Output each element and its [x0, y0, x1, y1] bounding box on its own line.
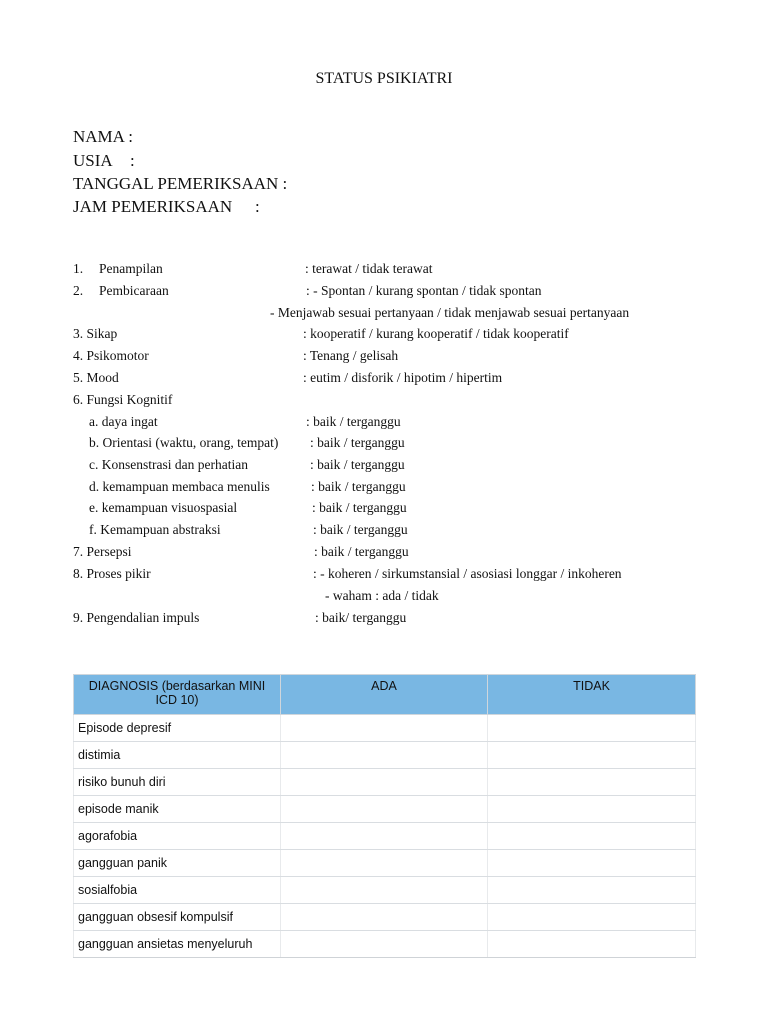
diagnosis-cell: agorafobia — [74, 823, 281, 850]
tidak-cell[interactable] — [488, 742, 696, 769]
document-title: STATUS PSIKIATRI — [315, 70, 453, 87]
diagnosis-cell: gangguan obsesif kompulsif — [74, 904, 281, 931]
subitem-konsentrasi: c. Konsenstrasi dan perhatian — [89, 457, 248, 472]
ada-cell[interactable] — [281, 742, 488, 769]
column-header-tidak: TIDAK — [488, 675, 696, 715]
item-penampilan-value: : terawat / tidak terawat — [305, 261, 433, 276]
item-sikap: 3. Sikap — [73, 326, 118, 341]
ada-cell[interactable] — [281, 823, 488, 850]
ada-cell[interactable] — [281, 715, 488, 742]
subitem-abstraksi-value: : baik / terganggu — [313, 522, 408, 537]
item-pengendalian-impuls-value: : baik/ terganggu — [315, 610, 407, 625]
subitem-konsentrasi-value: : baik / terganggu — [310, 457, 405, 472]
table-row — [74, 715, 696, 742]
item-pembicaraan-value-2: - Menjawab sesuai pertanyaan / tidak menjawab sesuai pertanyaan — [270, 305, 630, 320]
subitem-visuospasial-value: : baik / terganggu — [312, 500, 407, 515]
ada-cell[interactable] — [281, 796, 488, 823]
table-row — [74, 850, 696, 877]
subitem-abstraksi: f. Kemampuan abstraksi — [89, 522, 221, 537]
diagnosis-cell: distimia — [74, 742, 281, 769]
diagnosis-table — [73, 674, 696, 958]
item-pembicaraan-value: : - Spontan / kurang spontan / tidak spontan — [306, 283, 542, 298]
subitem-daya-ingat: a. daya ingat — [89, 414, 158, 429]
item-psikomotor: 4. Psikomotor — [73, 348, 149, 363]
item-penampilan: 1. Penampilan — [73, 261, 163, 276]
subitem-visuospasial: e. kemampuan visuospasial — [89, 500, 238, 515]
item-proses-pikir: 8. Proses pikir — [73, 566, 151, 581]
diagnosis-cell: gangguan ansietas menyeluruh — [74, 931, 281, 958]
diagnosis-cell: sosialfobia — [74, 877, 281, 904]
table-row — [74, 877, 696, 904]
column-header-diagnosis: DIAGNOSIS (berdasarkan MINI ICD 10) — [74, 675, 281, 715]
table-row — [74, 742, 696, 769]
subitem-orientasi-value: : baik / terganggu — [310, 435, 405, 450]
diagnosis-cell: Episode depresif — [74, 715, 281, 742]
field-tanggal-pemeriksaan: TANGGAL PEMERIKSAAN : — [73, 174, 288, 193]
tidak-cell[interactable] — [488, 931, 696, 958]
field-nama: NAMA : — [73, 127, 133, 146]
item-persepsi-value: : baik / terganggu — [314, 544, 409, 559]
ada-cell[interactable] — [281, 904, 488, 931]
table-row — [74, 796, 696, 823]
tidak-cell[interactable] — [488, 850, 696, 877]
diagnosis-cell: risiko bunuh diri — [74, 769, 281, 796]
item-mood-value: : eutim / disforik / hipotim / hipertim — [303, 370, 503, 385]
diagnosis-cell: gangguan panik — [74, 850, 281, 877]
item-mood: 5. Mood — [73, 370, 119, 385]
ada-cell[interactable] — [281, 931, 488, 958]
subitem-membaca-menulis-value: : baik / terganggu — [311, 479, 406, 494]
tidak-cell[interactable] — [488, 823, 696, 850]
table-row — [74, 823, 696, 850]
field-usia: USIA : — [73, 151, 135, 170]
item-proses-pikir-waham: - waham : ada / tidak — [325, 588, 439, 603]
subitem-membaca-menulis: d. kemampuan membaca menulis — [89, 479, 270, 494]
ada-cell[interactable] — [281, 877, 488, 904]
item-sikap-value: : kooperatif / kurang kooperatif / tidak kooperatif — [303, 326, 569, 341]
item-proses-pikir-value: : - koheren / sirkumstansial / asosiasi longgar / inkoheren — [313, 566, 622, 581]
tidak-cell[interactable] — [488, 877, 696, 904]
subitem-orientasi: b. Orientasi (waktu, orang, tempat) — [89, 435, 279, 450]
ada-cell[interactable] — [281, 769, 488, 796]
tidak-cell[interactable] — [488, 904, 696, 931]
diagnosis-cell: episode manik — [74, 796, 281, 823]
field-jam-pemeriksaan: JAM PEMERIKSAAN : — [73, 197, 260, 216]
item-fungsi-kognitif: 6. Fungsi Kognitif — [73, 392, 173, 407]
item-psikomotor-value: : Tenang / gelisah — [303, 348, 399, 363]
item-persepsi: 7. Persepsi — [73, 544, 132, 559]
item-pengendalian-impuls: 9. Pengendalian impuls — [73, 610, 200, 625]
tidak-cell[interactable] — [488, 769, 696, 796]
table-row — [74, 769, 696, 796]
tidak-cell[interactable] — [488, 796, 696, 823]
column-header-ada: ADA — [281, 675, 488, 715]
table-header-row — [74, 675, 696, 715]
item-pembicaraan: 2. Pembicaraan — [73, 283, 169, 298]
tidak-cell[interactable] — [488, 715, 696, 742]
subitem-daya-ingat-value: : baik / terganggu — [306, 414, 401, 429]
table-row — [74, 904, 696, 931]
table-row — [74, 931, 696, 958]
ada-cell[interactable] — [281, 850, 488, 877]
